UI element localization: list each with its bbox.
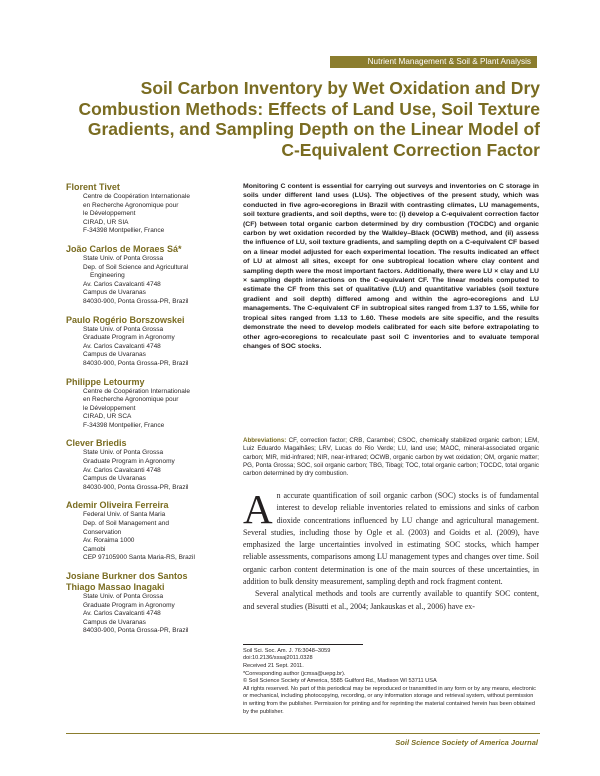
affiliation-line: State Univ. of Ponta Grossa [83, 593, 164, 600]
affiliation-line: Conservation [83, 528, 122, 536]
section-label: Nutrient Management & Soil & Plant Analysis [367, 57, 531, 66]
affiliation-line: 84030-900, Ponta Grossa-PR, Brazil [83, 359, 189, 367]
affiliation-line: Federal Univ. of Santa Maria [83, 511, 166, 519]
affiliation-line: F-34398 Montpellier, France [83, 421, 165, 429]
affiliation-line: Dep. of Soil Management and [83, 520, 169, 528]
footnote [243, 644, 539, 716]
affiliation-line: F-34398 Montpellier, France [83, 227, 165, 235]
affiliation-line: 84030-900, Ponta Grossa-PR, Brazil [83, 297, 189, 305]
footer-rule [66, 733, 540, 734]
author-block [66, 438, 246, 492]
author-name: Josiane Burkner dos Santos [66, 571, 188, 581]
affiliation-line: Engineering [90, 272, 125, 280]
title-line: Soil Carbon Inventory by Wet Oxidation and Dry [140, 78, 540, 98]
affiliation-line: Campus de Uvaranas [83, 618, 146, 626]
affiliation-line: CIRAD, UR SIA [83, 218, 129, 226]
affiliation-line: en Recherche Agronomique pour [83, 396, 179, 404]
affiliation-line: Graduate Program in Agronomy [83, 601, 175, 609]
body-paragraph [243, 486, 539, 588]
author-name: Ademir Oliveira Ferreira [66, 500, 169, 511]
affiliation-line: 84030-900, Ponta Grossa-PR, Brazil [83, 627, 189, 635]
author-name: João Carlos de Moraes Sá* [66, 243, 182, 254]
affiliation-line: le Développement [83, 404, 136, 412]
affiliation-line: Campus de Uvaranas [83, 289, 146, 297]
footnote-line: doi:10.2136/sssaj2011.0328 [243, 655, 313, 662]
author-name: Florent Tivet [66, 182, 120, 192]
affiliation-line: Graduate Program in Agronomy [83, 334, 175, 342]
footnote-line: All rights reserved. No part of this periodical may be reproduced or transmitted in any form or by any means, electronic or mechanical, including photocopying, recording, or any information storage and retrieval system, without permission in writing from the publisher. Permission for printing and for reprinting the material contained herein has been obtained by the publisher. [243, 685, 536, 715]
author-block [66, 244, 246, 307]
author-block [66, 571, 246, 636]
author-name: Philippe Letourmy [66, 376, 145, 387]
affiliation-line: State Univ. of Ponta Grossa [83, 449, 164, 457]
author-block [66, 500, 246, 563]
abbreviations-text: CF, correction factor; CRB, Carambeí; CSOC, chemically stabilized organic carbon; LEM, Luiz Eduardo Magalhães; LRV, Lucas do Rio Verde; LU, land use; MAOC, mineral-associated organic carbon; MIR, mid-infrared; NIR, near-infrared; OCWB, organic carbon by wet oxidation; OM, organic matter; PG, Ponta Grossa; SOC, soil organic carbon; TBG, Tibagi; TOC, total organic carbon; TOCDC, total organic carbon determined by dry combustion. [243, 437, 539, 478]
affiliation-line: Av. Carlos Cavalcanti 4748 [83, 280, 161, 288]
affiliation-line: Av. Carlos Cavalcanti 4748 [83, 342, 161, 350]
affiliation-line: Centre de Coopération Internationale [83, 387, 190, 395]
title-line: Combustion Methods: Effects of Land Use, Soil Texture [78, 98, 540, 119]
abbreviations [243, 437, 539, 478]
author-name: Clever Briedis [66, 438, 127, 449]
abstract: Monitoring C content is essential for carrying out surveys and inventories on C storage in soils under different land uses (LUs). The objectives of the present study, which was conducted in five agro-ecoregions in Brazil with contrasting climates, LU managements, soil texture gradients, and soil depths, were to: (i) develop a C-equivalent correction factor (CF) between total organic carbon determined by dry combustion (TOCDC) and organic carbon by wet oxidation recorded by the Walkley–Black (OCWB) method, and (ii) assess the influence of LU, soil texture gradients, and sampling depth on a C-equivalent CF based on a linear model adjusted for each experimental location. The results indicated an effect of LU at almost all sites, except for one subtropical location where clay content and sampling depth were the most important factors. Additionally, there were LU × clay and LU × sampling depth interactions on the C-equivalent CF. The linear models computed to estimate the CF from this set of qualitative (LU) and quantitative variables (soil texture gradient and soil depth) differed among and within the agro-ecoregions and LU managements. The C-equivalent CF in subtropical sites ranged from 1.37 to 1.55, while for tropical sites ranged from 1.13 to 1.60. These models are site specific, and the results demonstrate the need to develop models calibrated for each site before extrapolating to other agro-ecoregions to recalculate past soil C inventories and to evaluate temporal changes of SOC stocks. [243, 183, 539, 350]
affiliation-line: Dep. of Soil Science and Agricultural [83, 263, 189, 271]
author-name: Thiago Massao Inagaki [66, 582, 165, 592]
footnote-line: © Soil Science Society of America, 5585 Guilford Rd., Madison WI 53711 USA [243, 678, 437, 685]
affiliation-line: Av. Carlos Cavalcanti 4748 [83, 466, 161, 474]
author-block [66, 315, 246, 369]
affiliation-line: CIRAD, UR SCA [83, 413, 132, 421]
affiliation-line: Centre de Coopération Internationale [83, 193, 190, 200]
affiliation-line: Campus de Uvaranas [83, 475, 146, 483]
article-title [60, 78, 540, 160]
title-line: Gradients, and Sampling Depth on the Linear Model of [87, 119, 540, 139]
affiliation-line: Camobi [83, 545, 106, 553]
section-header-band [330, 56, 537, 68]
author-block [66, 377, 246, 431]
author-list [66, 182, 246, 644]
body-paragraph-text: n accurate quantification of soil organic carbon (SOC) stocks is of fundamental interest to develop reliable inventories related to emissions and sinks of carbon dioxide concentrations influenced by LU change and agricultural management. Several studies, including those by Ogle et al. (2003) and Goidts et al. (2009), have emphasized the large uncertainties involved in estimating SOC stocks, which hamper reliable assessments, comparisons among LU management types and changes over time. Soil organic carbon content determination is one of the main sources of these uncertainties, in addition to bulk density measurement, sampling depth and rock fragment content. [243, 491, 539, 587]
footnote-rule [243, 644, 363, 645]
affiliation-line: 84030-900, Ponta Grossa-PR, Brazil [83, 483, 189, 491]
affiliation-line: Av. Roraima 1000 [83, 537, 135, 545]
journal-name: Soil Science Society of America Journal [395, 738, 538, 747]
affiliation-line: en Recherche Agronomique pour [83, 201, 179, 209]
title-line: C-Equivalent Correction Factor [281, 139, 540, 160]
footnote-line: *Corresponding author (jcmsa@uepg.br). [243, 670, 346, 677]
body-text [243, 486, 539, 613]
affiliation-line: Av. Carlos Cavalcanti 4748 [83, 610, 161, 618]
affiliation-line: State Univ. of Ponta Grossa [83, 325, 164, 333]
footnote-line: Received 21 Sept. 2011. [243, 662, 304, 669]
affiliation-line: le Développement [83, 210, 136, 218]
affiliation-line: Graduate Program in Agronomy [83, 458, 175, 466]
author-name: Paulo Rogério Borszowskei [66, 314, 185, 325]
footnote-line: Soil Sci. Soc. Am. J. 76:3048–3059 [243, 647, 331, 654]
author-block [66, 182, 246, 236]
affiliation-line: State Univ. of Ponta Grossa [83, 254, 164, 262]
body-paragraph: Several analytical methods and tools are currently available to quantify SOC content, and several studies (Bisutti et al., 2004; Jankauskas et al., 2006) have ex- [243, 589, 539, 611]
abbreviations-label: Abbreviations: [243, 437, 287, 444]
affiliation-line: Campus de Uvaranas [83, 351, 146, 359]
drop-cap: A [243, 486, 273, 532]
affiliation-line: CEP 97105900 Santa Maria-RS, Brazil [83, 554, 195, 562]
